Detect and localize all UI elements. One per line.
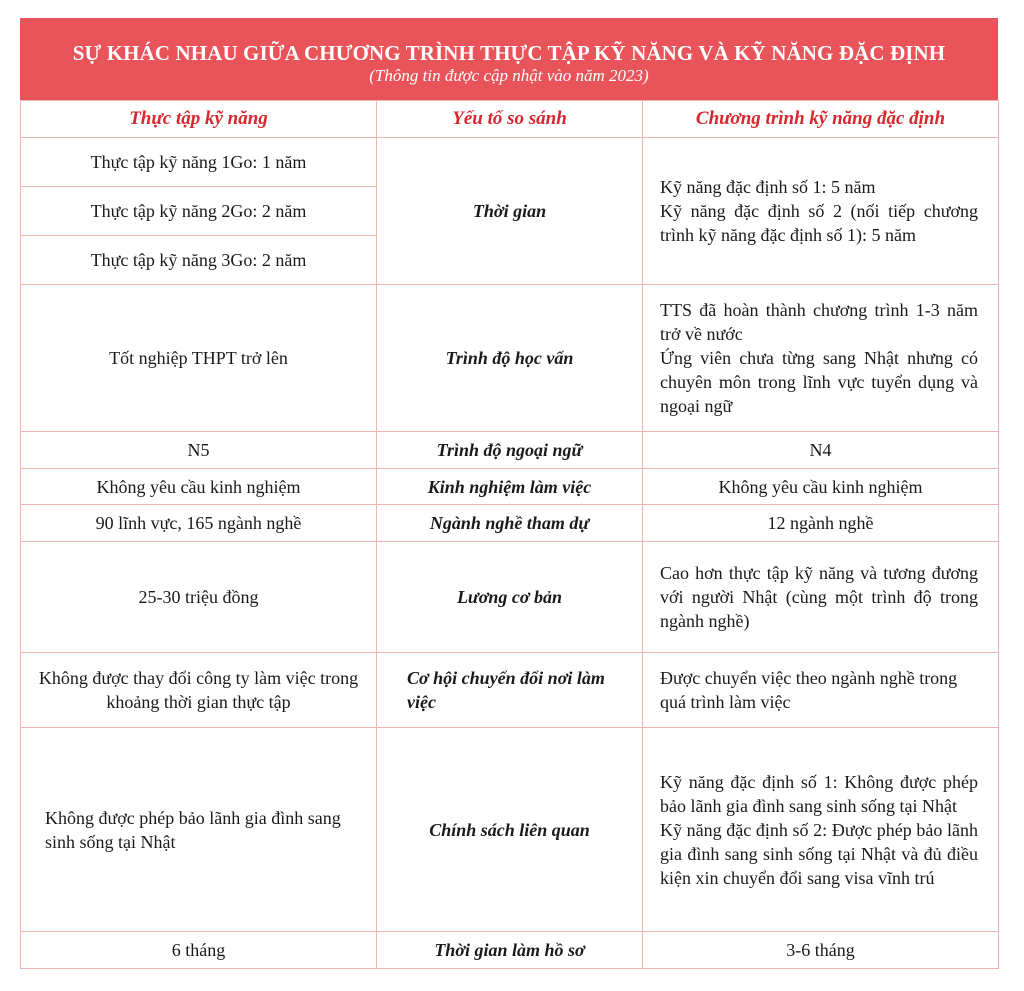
factor-time: Thời gian bbox=[377, 138, 643, 285]
table-row bbox=[21, 285, 999, 432]
time-left-2: Thực tập kỹ năng 2Go: 2 năm bbox=[21, 187, 377, 236]
education-right bbox=[643, 285, 999, 432]
education-right-line: Ứng viên chưa từng sang Nhật nhưng có chuyên môn trong lĩnh vực tuyển dụng và ngoại ngữ bbox=[660, 348, 978, 416]
time-right-line: Kỹ năng đặc định số 2 (nối tiếp chương trình kỹ năng đặc định số 1): 5 năm bbox=[660, 201, 978, 245]
table-row bbox=[21, 505, 999, 542]
factor-salary: Lương cơ bản bbox=[377, 542, 643, 653]
policy-right bbox=[643, 728, 999, 932]
page-title: SỰ KHÁC NHAU GIỮA CHƯƠNG TRÌNH THỰC TẬP KỸ NĂNG VÀ KỸ NĂNG ĐẶC ĐỊNH bbox=[72, 41, 946, 65]
language-left: N5 bbox=[21, 432, 377, 469]
factor-education: Trình độ học vấn bbox=[377, 285, 643, 432]
salary-right: Cao hơn thực tập kỹ năng và tương đương với người Nhật (cùng một trình độ trong ngành nghề) bbox=[643, 542, 999, 653]
time-right-line: Kỹ năng đặc định số 1: 5 năm bbox=[660, 177, 876, 197]
table-row bbox=[21, 469, 999, 505]
processing-left: 6 tháng bbox=[21, 932, 377, 969]
processing-right: 3-6 tháng bbox=[643, 932, 999, 969]
language-right: N4 bbox=[643, 432, 999, 469]
table-header-row bbox=[21, 101, 999, 138]
table-row bbox=[21, 432, 999, 469]
factor-job-change: Cơ hội chuyển đổi nơi làm việc bbox=[377, 653, 643, 728]
fields-left: 90 lĩnh vực, 165 ngành nghề bbox=[21, 505, 377, 542]
update-note: (Thông tin được cập nhật vào năm 2023) bbox=[369, 66, 649, 85]
factor-policy: Chính sách liên quan bbox=[377, 728, 643, 932]
table-row bbox=[21, 932, 999, 969]
job-change-left: Không được thay đổi công ty làm việc trong khoảng thời gian thực tập bbox=[21, 653, 377, 728]
factor-fields: Ngành nghề tham dự bbox=[377, 505, 643, 542]
comparison-infographic bbox=[20, 18, 998, 969]
column-header-skill-training: Thực tập kỹ năng bbox=[21, 101, 377, 138]
factor-experience: Kinh nghiệm làm việc bbox=[377, 469, 643, 505]
experience-left: Không yêu cầu kinh nghiệm bbox=[21, 469, 377, 505]
policy-left: Không được phép bảo lãnh gia đình sang sinh sống tại Nhật bbox=[21, 728, 377, 932]
time-left-1: Thực tập kỹ năng 1Go: 1 năm bbox=[21, 138, 377, 187]
salary-left: 25-30 triệu đồng bbox=[21, 542, 377, 653]
policy-right-line: Kỹ năng đặc định số 1: Không được phép bảo lãnh gia đình sang sinh sống tại Nhật bbox=[660, 771, 978, 816]
title-banner bbox=[20, 18, 998, 100]
education-right-line: TTS đã hoàn thành chương trình 1-3 năm trở về nước bbox=[660, 300, 978, 344]
experience-right: Không yêu cầu kinh nghiệm bbox=[643, 469, 999, 505]
table-row bbox=[21, 728, 999, 932]
policy-right-line: Kỹ năng đặc định số 2: Được phép bảo lãnh gia đình sang sinh sống tại Nhật và đủ điều kiện xin chuyển đổi sang visa vĩnh trú bbox=[660, 819, 978, 888]
comparison-table bbox=[20, 100, 999, 969]
time-left-3: Thực tập kỹ năng 3Go: 2 năm bbox=[21, 236, 377, 285]
column-header-comparison-factor: Yếu tố so sánh bbox=[377, 101, 643, 138]
table-row bbox=[21, 653, 999, 728]
factor-processing: Thời gian làm hồ sơ bbox=[377, 932, 643, 969]
column-header-specified-skill: Chương trình kỹ năng đặc định bbox=[643, 101, 999, 138]
table-row bbox=[21, 542, 999, 653]
time-right bbox=[643, 138, 999, 285]
education-left: Tốt nghiệp THPT trở lên bbox=[21, 285, 377, 432]
fields-right: 12 ngành nghề bbox=[643, 505, 999, 542]
job-change-right: Được chuyển việc theo ngành nghề trong quá trình làm việc bbox=[643, 653, 999, 728]
table-row bbox=[21, 138, 999, 187]
factor-language: Trình độ ngoại ngữ bbox=[377, 432, 643, 469]
